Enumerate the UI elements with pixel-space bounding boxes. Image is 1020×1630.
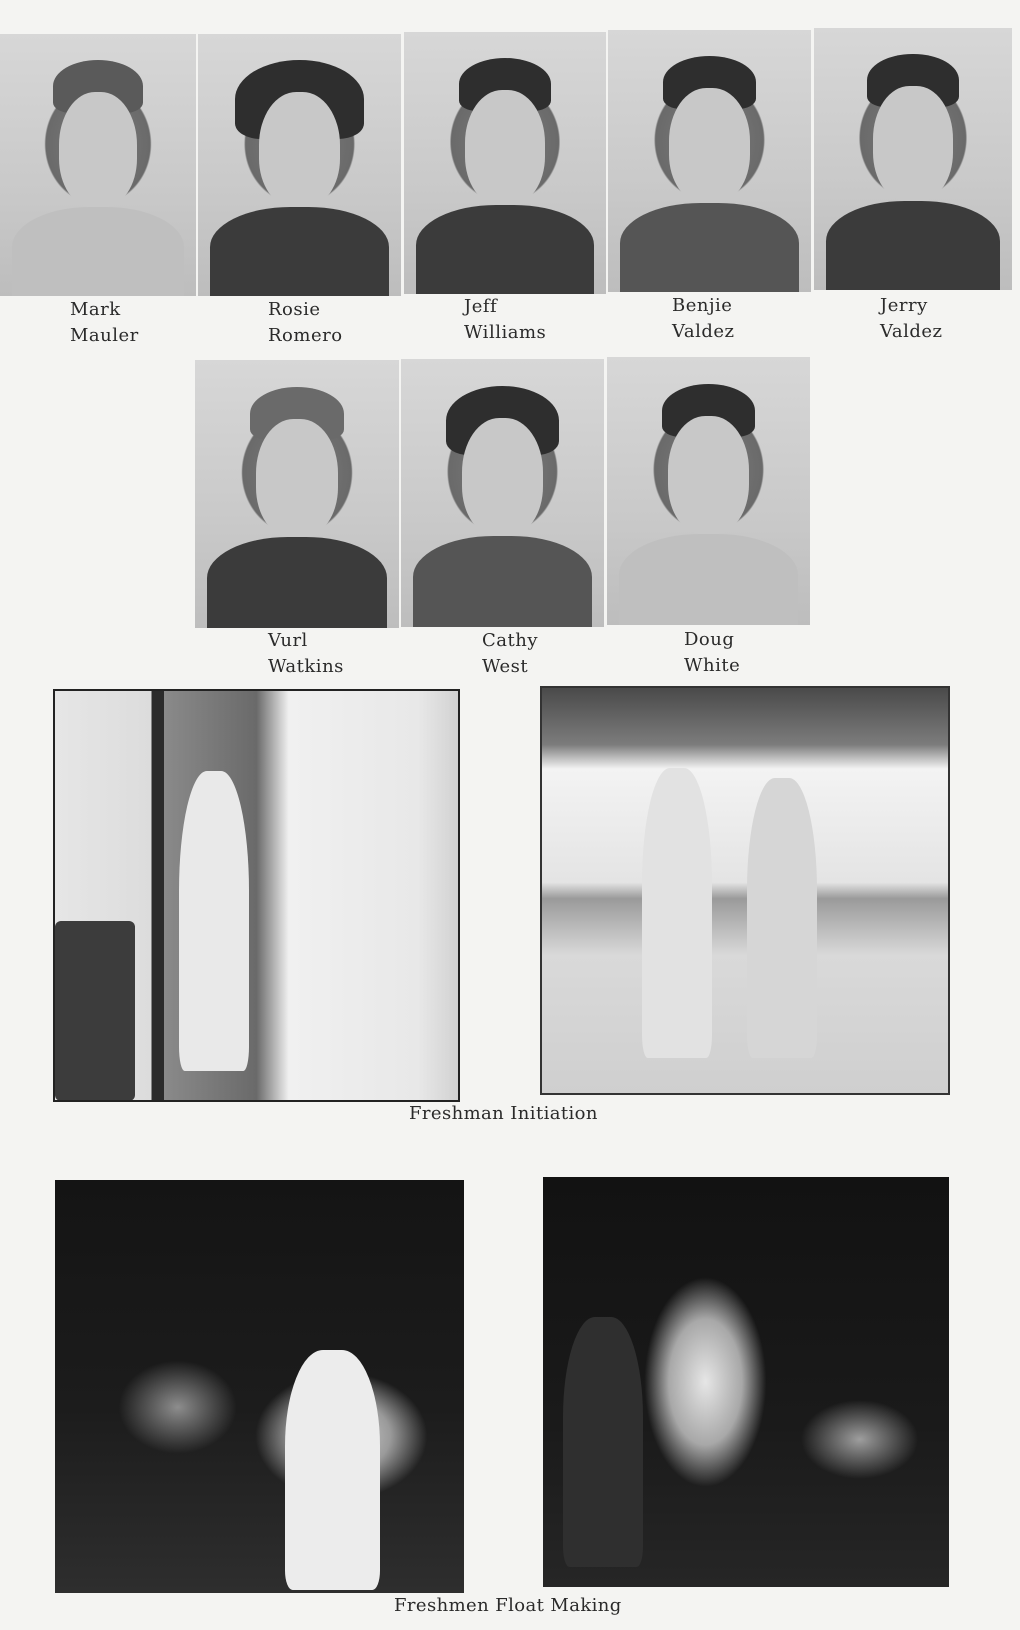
caption-benjie-valdez [672, 293, 735, 345]
caption-doug-white [684, 627, 740, 679]
portrait-vurl-watkins [195, 360, 399, 628]
initiation-photo-doorway [53, 689, 460, 1102]
first-name: Rosie [268, 299, 321, 320]
portrait-cathy-west [401, 359, 604, 627]
first-name: Mark [70, 299, 121, 320]
float-making-photo-right [543, 1177, 949, 1587]
initiation-caption: Freshman Initiation [409, 1103, 598, 1124]
first-name: Doug [684, 629, 735, 650]
first-name: Cathy [482, 630, 538, 651]
portrait-jeff-williams [404, 32, 606, 294]
portrait-mark-mauler [0, 34, 196, 296]
portrait-benjie-valdez [608, 30, 811, 292]
last-name: West [482, 656, 529, 677]
caption-jeff-williams [464, 294, 546, 346]
caption-vurl-watkins [268, 628, 344, 680]
caption-mark-mauler [70, 297, 139, 349]
last-name: White [684, 655, 741, 676]
first-name: Vurl [268, 630, 308, 651]
caption-jerry-valdez [880, 293, 943, 345]
last-name: Williams [464, 322, 547, 343]
last-name: Romero [268, 325, 343, 346]
last-name: Mauler [70, 325, 139, 346]
first-name: Benjie [672, 295, 733, 316]
first-name: Jeff [464, 296, 498, 317]
float-making-caption: Freshmen Float Making [394, 1595, 622, 1616]
first-name: Jerry [880, 295, 928, 316]
portrait-rosie-romero [198, 34, 401, 296]
last-name: Valdez [672, 321, 735, 342]
caption-cathy-west [482, 628, 538, 680]
last-name: Watkins [268, 656, 344, 677]
float-making-photo-left [55, 1180, 464, 1593]
initiation-photo-outdoor [540, 686, 950, 1095]
last-name: Valdez [880, 321, 943, 342]
portrait-doug-white [607, 357, 810, 625]
portrait-jerry-valdez [814, 28, 1012, 290]
caption-rosie-romero [268, 297, 343, 349]
